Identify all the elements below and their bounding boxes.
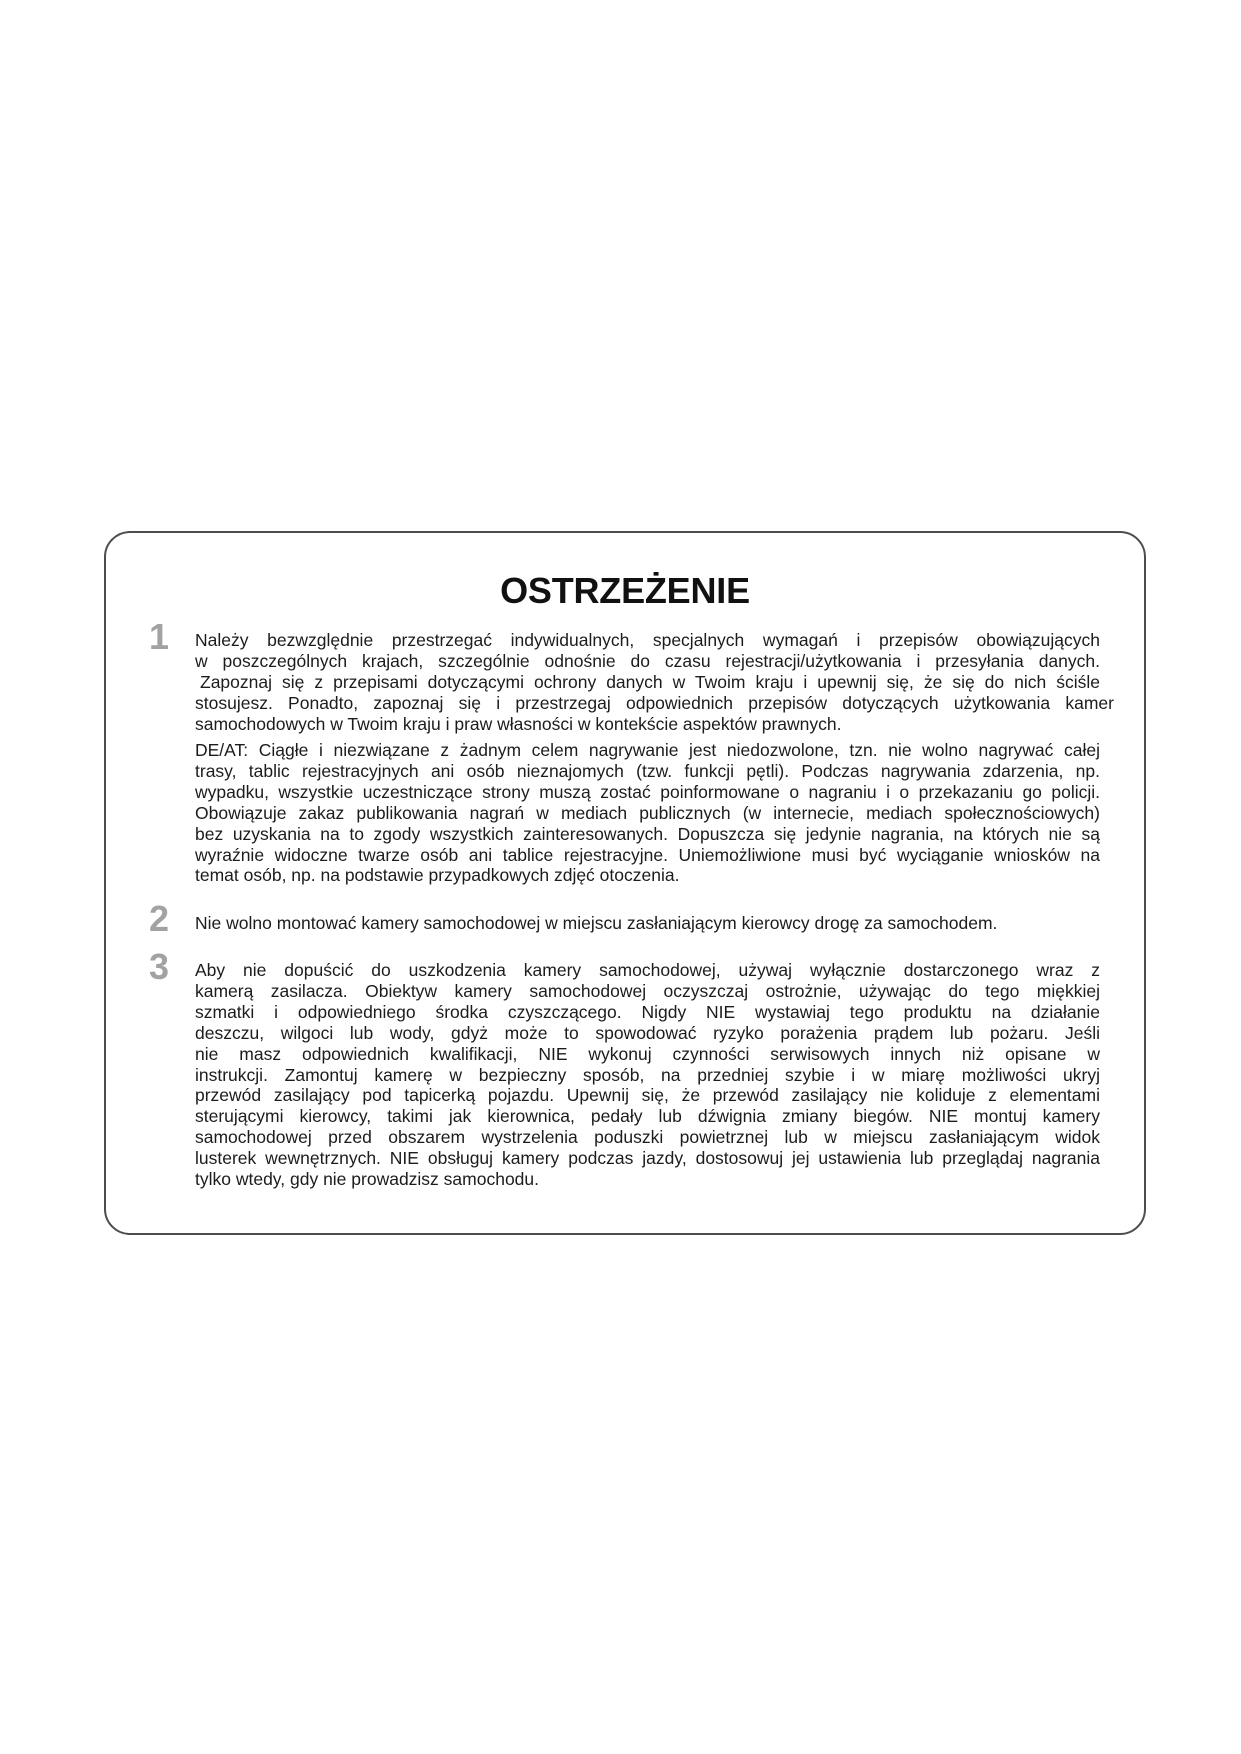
text-line: szmatki i odpowiedniego środka czyszczącego. Nigdy NIE wystawiaj tego produktu na działanie	[195, 1001, 1100, 1022]
text-line: deszczu, wilgoci lub wody, gdyż może to spowodować ryzyko porażenia prądem lub pożaru. Jeśli	[195, 1022, 1100, 1043]
text-line: lusterek wewnętrznych. NIE obsługuj kamery podczas jazdy, dostosowuj jej ustawienia lub przeglądaj nagrania	[195, 1148, 1100, 1169]
text-line: kamerą zasilacza. Obiektyw kamery samochodowej oczyszczaj ostrożnie, używając do tego miękkiej	[195, 980, 1100, 1001]
item-number-2: 2	[148, 898, 170, 939]
item-2-paragraph	[195, 913, 1100, 934]
text-line: Aby nie dopuścić do uszkodzenia kamery samochodowej, używaj wyłącznie dostarczonego wraz z	[195, 960, 1100, 980]
item-number-1: 1	[148, 616, 170, 657]
text-line: przewód zasilający pod tapicerką pojazdu. Upewnij się, że przewód zasilający nie koliduje z elementami	[195, 1085, 1100, 1106]
text-line: samochodowych w Twoim kraju i praw własności w kontekście aspektów prawnych.	[195, 713, 842, 734]
text-line: Zapoznaj się z przepisami dotyczącymi ochrony danych w Twoim kraju i upewnij się, że się do nich ściśle	[200, 671, 1100, 692]
item-1-paragraph-1	[195, 630, 1114, 735]
text-line: sterującymi kierowcy, takimi jak kierownica, pedały lub dźwignia zmiany biegów. NIE montuj kamery	[195, 1106, 1100, 1127]
item-1-paragraph-2	[195, 740, 1100, 886]
text-line: temat osób, np. na podstawie przypadkowych zdjęć otoczenia.	[195, 865, 680, 886]
text-line: w poszczególnych krajach, szczególnie odnośnie do czasu rejestracji/użytkowania i przesyłania danych.	[195, 650, 1100, 671]
text-line: bez uzyskania na to zgody wszystkich zainteresowanych. Dopuszcza się jedynie nagrania, na których nie są	[195, 823, 1100, 844]
text-line: Obowiązuje zakaz publikowania nagrań w mediach publicznych (w internecie, mediach społecznościowych)	[195, 802, 1100, 823]
text-line: tylko wtedy, gdy nie prowadzisz samochodu.	[195, 1169, 540, 1190]
text-line: trasy, tablic rejestracyjnych ani osób nieznajomych (tzw. funkcji pętli). Podczas nagrywania zdarzenia, np.	[195, 760, 1100, 781]
warning-box	[104, 531, 1146, 1235]
text-line: wypadku, wszystkie uczestniczące strony muszą zostać poinformowane o nagraniu i o przekazaniu go policji.	[195, 781, 1100, 802]
text-line: DE/AT: Ciągłe i niezwiązane z żadnym celem nagrywanie jest niedozwolone, tzn. nie wolno nagrywać całej	[195, 740, 1100, 760]
text-line: Należy bezwzględnie przestrzegać indywidualnych, specjalnych wymagań i przepisów obowiązujących	[195, 630, 1100, 650]
text-line: stosujesz. Ponadto, zapoznaj się i przestrzegaj odpowiednich przepisów dotyczących użytkowania kamer	[195, 692, 1114, 713]
text-line: Nie wolno montować kamery samochodowej w miejscu zasłaniającym kierowcy drogę za samochodem.	[195, 913, 998, 933]
item-number-3: 3	[148, 946, 170, 987]
text-line: instrukcji. Zamontuj kamerę w bezpieczny sposób, na przedniej szybie i w miarę możliwości ukryj	[195, 1064, 1100, 1085]
text-line: wyraźnie widoczne twarze osób ani tablice rejestracyjne. Uniemożliwione musi być wyciąganie wniosków na	[195, 844, 1100, 865]
warning-title: OSTRZEŻENIE	[500, 570, 750, 611]
text-line: samochodowej przed obszarem wystrzelenia poduszki powietrznej lub w miejscu zasłaniającym widok	[195, 1127, 1100, 1148]
item-3-paragraph	[195, 960, 1100, 1190]
text-line: nie masz odpowiednich kwalifikacji, NIE wykonuj czynności serwisowych innych niż opisane w	[195, 1043, 1100, 1064]
